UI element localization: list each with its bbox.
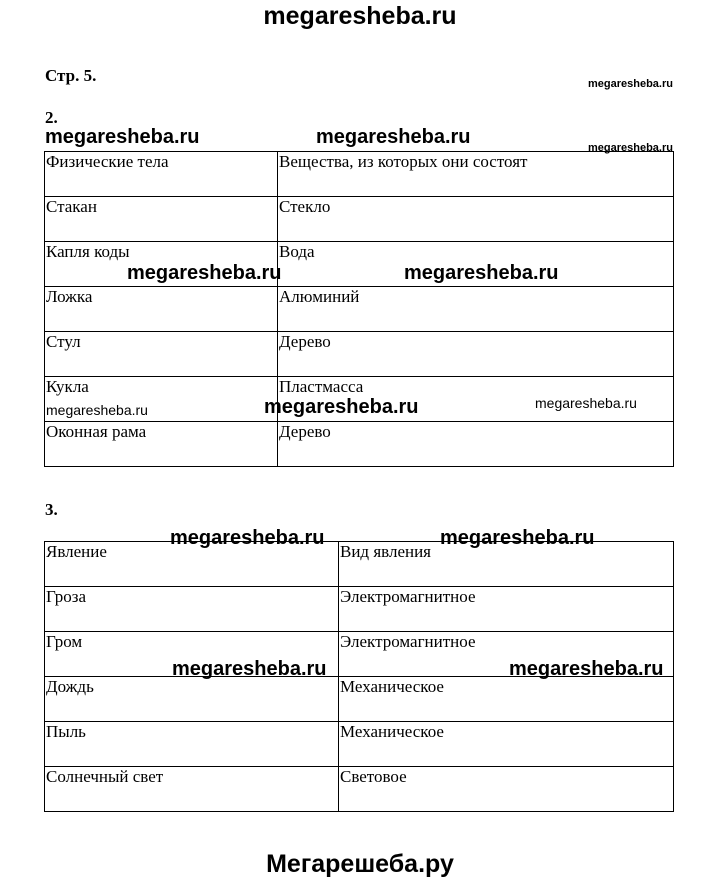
table-cell: Дождь (45, 677, 339, 722)
table-row (45, 722, 674, 767)
watermark: megaresheba.ru (172, 658, 327, 680)
table-cell: Электромагнитное (339, 632, 674, 677)
table-cell: Стакан (45, 197, 278, 242)
table-cell: Кукла (45, 377, 278, 422)
table-row (45, 332, 674, 377)
table-cell: Стул (45, 332, 278, 377)
table-cell: Вид явления (339, 542, 674, 587)
table-cell: Электромагнитное (339, 587, 674, 632)
table-cell: Вещества, из которых они состоят (278, 152, 674, 197)
watermark: megaresheba.ru (404, 262, 559, 284)
table-cell: Пластмасса (278, 377, 674, 422)
table-cell: Физические тела (45, 152, 278, 197)
table-row (45, 152, 674, 197)
table-cell: Ложка (45, 287, 278, 332)
task-2-table (44, 151, 674, 467)
page-label: Стр. 5. (45, 66, 97, 85)
table-cell: Стекло (278, 197, 674, 242)
table-cell: Дерево (278, 422, 674, 467)
table-cell: Гроза (45, 587, 339, 632)
watermark: megaresheba.ru (509, 658, 664, 680)
watermark: megaresheba.ru (46, 402, 148, 418)
table-cell: Дерево (278, 332, 674, 377)
table-row (45, 422, 674, 467)
watermark: megaresheba.ru (535, 395, 637, 411)
site-watermark-header: megaresheba.ru (263, 2, 457, 30)
task-3-number: 3. (45, 500, 58, 519)
table-cell: Оконная рама (45, 422, 278, 467)
site-watermark-footer: Мегарешеба.ру (266, 850, 454, 878)
table-cell: Пыль (45, 722, 339, 767)
watermark: megaresheba.ru (127, 262, 282, 284)
table-cell: Вода (278, 242, 674, 287)
watermark: megaresheba.ru (264, 396, 419, 418)
table-row (45, 587, 674, 632)
table-cell: Гром (45, 632, 339, 677)
table-row (45, 287, 674, 332)
watermark: megaresheba.ru (588, 142, 673, 154)
table-cell: Капля коды (45, 242, 278, 287)
table-cell: Механическое (339, 677, 674, 722)
table-cell: Солнечный свет (45, 767, 339, 812)
table-row (45, 767, 674, 812)
table-cell: Световое (339, 767, 674, 812)
table-row (45, 197, 674, 242)
table-row (45, 677, 674, 722)
watermark: megaresheba.ru (45, 126, 200, 148)
watermark: megaresheba.ru (170, 527, 325, 549)
table-cell: Механическое (339, 722, 674, 767)
watermark: megaresheba.ru (440, 527, 595, 549)
watermark: megaresheba.ru (316, 126, 471, 148)
table-cell: Алюминий (278, 287, 674, 332)
watermark: megaresheba.ru (588, 78, 673, 90)
table-cell: Явление (45, 542, 339, 587)
task-2-number: 2. (45, 108, 58, 127)
